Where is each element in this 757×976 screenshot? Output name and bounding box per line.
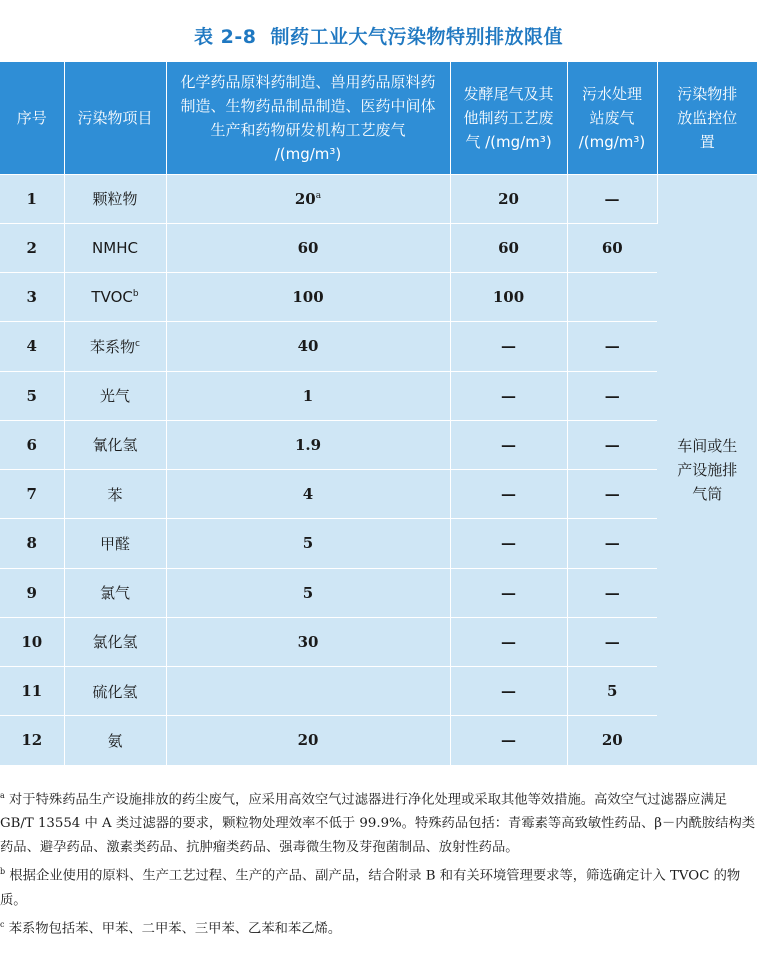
chem-limit-value: 60 (297, 238, 319, 257)
footnote-c-mark: c (0, 919, 5, 929)
pollutant-name (64, 273, 166, 322)
pollutant-note-mark: c (135, 338, 140, 349)
table-row (0, 371, 757, 420)
ferment-limit: 60 (450, 223, 567, 272)
chem-limit (166, 174, 450, 223)
footnote-b-text: 根据企业使用的原料、生产工艺过程、生产的产品、副产品，结合附录 B 和有关环境管理要求等，筛选确定计入 TVOC 的物质。 (0, 868, 741, 908)
chem-limit (166, 617, 450, 666)
pollutant-note-mark: b (132, 289, 139, 300)
footnote-a (0, 784, 757, 860)
row-number: 1 (0, 174, 64, 223)
chem-limit (166, 223, 450, 272)
table-row (0, 470, 757, 519)
footnote-a-text: 对于特殊药品生产设施排放的药尘废气，应采用高效空气过滤器进行净化处理或采取其他等效措施。高效空气过滤器应满足 GB/T 13554 中 A 类过滤器的要求，颗粒物处理效率不低于 99.9%。特殊药品包括：青霉素等高致敏性药品、β－内酰胺结构类药品、避孕药品、激素类药品、抗肿瘤类药品、强毒微生物及芽孢菌制品、放射性药品。 (0, 792, 756, 856)
chem-limit-value: 20 (294, 189, 316, 208)
pollutant-name-text: 氰化氢 (92, 436, 138, 455)
chem-limit (166, 519, 450, 568)
row-number: 3 (0, 273, 64, 322)
table-row (0, 667, 757, 716)
pollutant-name (64, 519, 166, 568)
row-number: 7 (0, 470, 64, 519)
chem-limit-value: 100 (292, 288, 324, 307)
ferment-limit: — (450, 519, 567, 568)
sewage-limit: — (567, 371, 657, 420)
ferment-limit: — (450, 322, 567, 371)
pollutant-name (64, 667, 166, 716)
ferment-limit: 100 (450, 273, 567, 322)
row-number: 9 (0, 568, 64, 617)
table-row (0, 223, 757, 272)
table-row (0, 617, 757, 666)
pollutant-name-text: 氯化氢 (92, 633, 138, 652)
pollutant-name (64, 617, 166, 666)
ferment-limit: — (450, 716, 567, 765)
footnote-a-mark: a (0, 791, 5, 800)
sewage-limit: 60 (567, 223, 657, 272)
header-item: 污染物项目 (64, 62, 166, 174)
sewage-limit: — (567, 617, 657, 666)
pollutant-name (64, 322, 166, 371)
sewage-limit: — (567, 568, 657, 617)
table-row (0, 519, 757, 568)
table-row (0, 174, 757, 223)
footnotes (0, 784, 757, 941)
pollutant-name-text: 苯 (107, 485, 123, 504)
pollutant-name-text: 苯系物 (90, 337, 136, 356)
pollutant-name-text: 硫化氢 (92, 682, 138, 701)
pollutant-name (64, 371, 166, 420)
table-row (0, 273, 757, 322)
row-number: 2 (0, 223, 64, 272)
chem-limit (166, 273, 450, 322)
footnote-b-mark: b (0, 867, 6, 877)
ferment-limit: — (450, 667, 567, 716)
pollutant-name-text: NMHC (92, 238, 138, 257)
sewage-limit: — (567, 322, 657, 371)
ferment-limit: — (450, 420, 567, 469)
pollutant-name-text: TVOC (91, 288, 133, 307)
chem-limit-value: 5 (302, 534, 314, 553)
pollutant-name (64, 174, 166, 223)
pollutant-name (64, 223, 166, 272)
pollutant-name (64, 716, 166, 765)
table-row (0, 568, 757, 617)
chem-limit-value: 40 (297, 337, 319, 356)
sewage-limit: 5 (567, 667, 657, 716)
sewage-limit: 20 (567, 716, 657, 765)
emission-limits-table (0, 62, 757, 766)
footnote-b (0, 860, 757, 912)
footnote-c-text: 苯系物包括苯、甲苯、二甲苯、三甲苯、乙苯和苯乙烯。 (8, 921, 342, 937)
header-chem: 化学药品原料药制造、兽用药品原料药制造、生物药品制品制造、医药中间体生产和药物研发机构工艺废气 /(mg/m³) (166, 62, 450, 174)
row-number: 12 (0, 716, 64, 765)
pollutant-name (64, 568, 166, 617)
chem-limit (166, 716, 450, 765)
chem-limit-value: 1 (302, 386, 314, 405)
table-title (0, 22, 757, 49)
table-title-text: 制药工业大气污染物特别排放限值 (270, 26, 563, 48)
chem-limit (166, 371, 450, 420)
chem-limit-value: 4 (302, 485, 314, 504)
chem-limit-value: 20 (297, 731, 319, 750)
pollutant-name-text: 颗粒物 (92, 190, 138, 209)
chem-limit (166, 322, 450, 371)
sewage-limit: — (567, 174, 657, 223)
sewage-limit: — (567, 420, 657, 469)
sewage-limit (567, 273, 657, 322)
row-number: 4 (0, 322, 64, 371)
monitoring-location: 车间或生产设施排气筒 (657, 174, 757, 765)
footnote-c (0, 913, 757, 941)
pollutant-name-text: 氯气 (99, 584, 130, 603)
header-row (0, 62, 757, 174)
header-ferment: 发酵尾气及其他制药工艺废气 /(mg/m³) (450, 62, 567, 174)
table-row (0, 716, 757, 765)
chem-limit (166, 667, 450, 716)
header-index: 序号 (0, 62, 64, 174)
chem-note-mark: a (315, 190, 322, 201)
pollutant-name-text: 甲醛 (99, 534, 130, 553)
header-location: 污染物排放监控位置 (657, 62, 757, 174)
chem-limit (166, 420, 450, 469)
chem-limit-value: 5 (302, 583, 314, 602)
pollutant-name (64, 470, 166, 519)
row-number: 8 (0, 519, 64, 568)
chem-limit (166, 470, 450, 519)
pollutant-name-text: 光气 (99, 387, 130, 406)
chem-limit-value: 30 (297, 632, 319, 651)
header-sewage: 污水处理站废气 /(mg/m³) (567, 62, 657, 174)
chem-limit-value: 1.9 (294, 435, 322, 454)
ferment-limit: — (450, 371, 567, 420)
ferment-limit: — (450, 568, 567, 617)
table-number: 表 2-8 (194, 26, 257, 48)
table-row (0, 322, 757, 371)
ferment-limit: 20 (450, 174, 567, 223)
table-row (0, 420, 757, 469)
sewage-limit: — (567, 470, 657, 519)
row-number: 6 (0, 420, 64, 469)
ferment-limit: — (450, 470, 567, 519)
row-number: 11 (0, 667, 64, 716)
row-number: 5 (0, 371, 64, 420)
row-number: 10 (0, 617, 64, 666)
sewage-limit: — (567, 519, 657, 568)
pollutant-name (64, 420, 166, 469)
ferment-limit: — (450, 617, 567, 666)
pollutant-name-text: 氨 (107, 731, 123, 750)
chem-limit (166, 568, 450, 617)
